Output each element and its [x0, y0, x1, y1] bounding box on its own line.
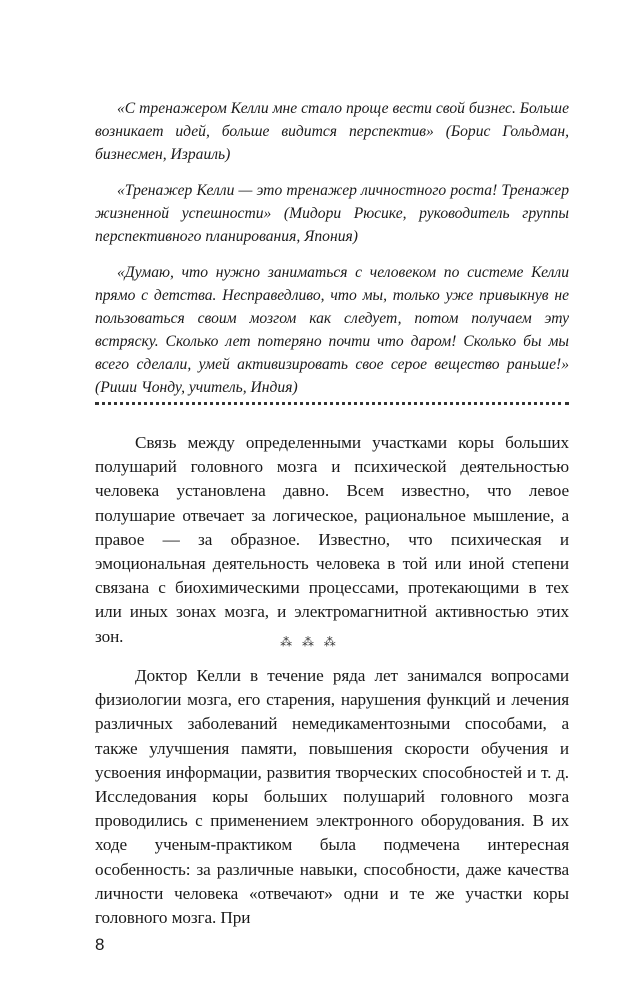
quote-goldman: «С тренажером Келли мне стало проще вести свой бизнес. Больше возникает идей, больше видится перспектив» (Борис Гольдман, бизнесмен, Израиль)	[95, 100, 569, 163]
quote-chondu: «Думаю, что нужно заниматься с человеком по системе Келли прямо с детства. Несправедливо, что мы, только уже привыкнув не пользоваться своим мозгом как следует, потом получаем эту встряску. Сколько лет потеряно почти что даром! Сколько бы мы всего сделали, умей активизировать свое серое вещество раньше!» (Риши Чонду, учитель, Индия)	[95, 264, 569, 396]
body-paragraph-brain-hemispheres: Связь между определенными участками коры больших полушарий головного мозга и психической деятельностью человека установлена давно. Всем известно, что левое полушарие отвечает за логическое, рациональное мышление, а правое — за образное. Известно, что психическая и эмоциональная деятельность человека в той или иной степени связана с биохимическими процессами, протекающими в тех или иных зонах мозга, и электромагнитной активностью этих зон.	[95, 433, 569, 646]
page-number: 8	[95, 935, 105, 954]
quote-ryusike: «Тренажер Келли — это тренажер личностного роста! Тренажер жизненной успешности» (Мидори Рюсике, руководитель группы перспективного планирования, Япония)	[95, 182, 569, 245]
body-paragraph-doctor-kelly: Доктор Келли в течение ряда лет занимался вопросами физиологии мозга, его старения, нарушения функций и лечения различных заболеваний немедикаментозными способами, а также улучшения памяти, повышения скорости обучения и усвоения информации, развития творческих способностей и т. д. Исследования коры больших полушарий головного мозга проводились с применением электронного оборудования. В их ходе ученым-практиком была подмечена интересная особенность: за различные навыки, способности, даже качества личности человека «отвечают» одни и те же участки коры головного мозга. При	[95, 666, 569, 928]
testimonial-quotes	[95, 97, 569, 412]
dotted-divider	[95, 402, 569, 405]
section-separator: ⁂ ⁂ ⁂	[280, 635, 339, 649]
